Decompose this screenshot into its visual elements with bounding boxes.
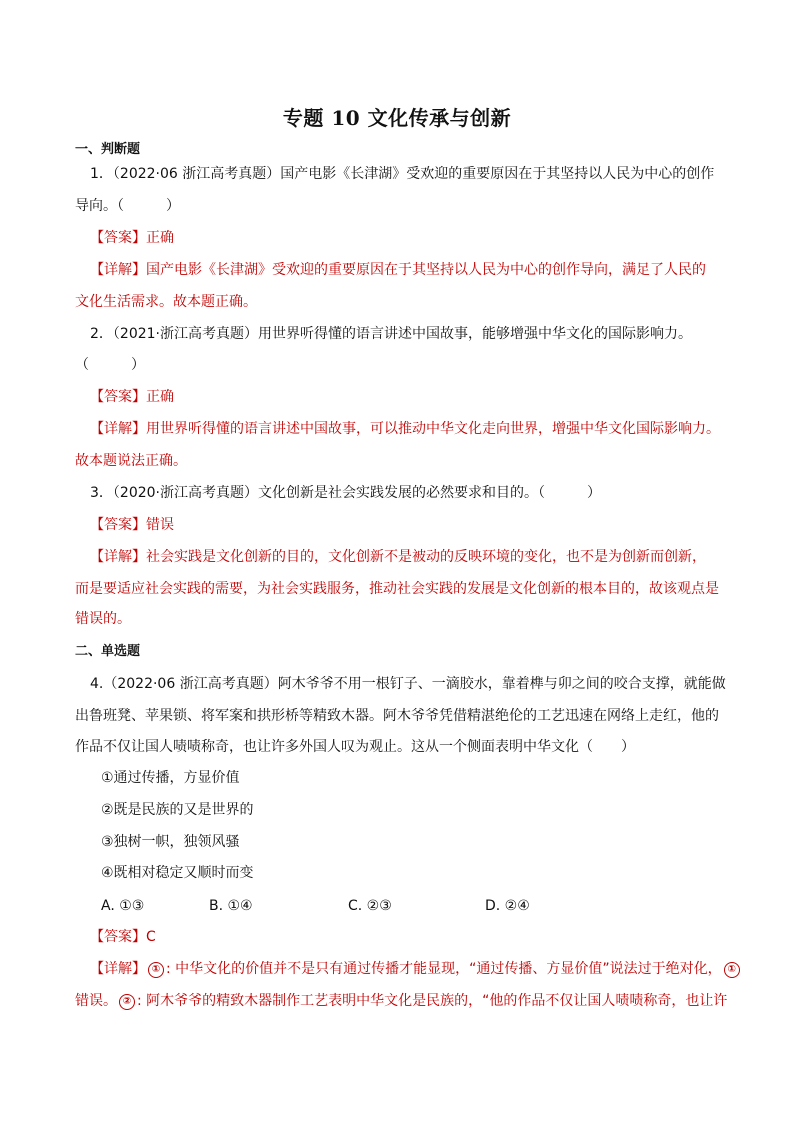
detail-tag: 【详解】 bbox=[90, 421, 146, 437]
answer-value: 正确 bbox=[146, 230, 174, 246]
detail-text: 错误。 bbox=[75, 993, 117, 1009]
answer-value: C bbox=[146, 929, 156, 945]
detail-text: : 阿木爷爷的精致木器制作工艺表明中华文化是民族的，“他的作品不仅让国人啧啧称奇，也让许 bbox=[137, 993, 728, 1009]
section-heading-judgement: 一、判断题 bbox=[75, 142, 141, 157]
question-1-line-2: 导向。（ ） bbox=[75, 198, 180, 214]
answer-tag: 【答案】 bbox=[90, 389, 146, 405]
detail-tag: 【详解】 bbox=[90, 961, 146, 977]
question-4-item-1: ①通过传播，方显价值 bbox=[101, 770, 240, 786]
answer-value: 错误 bbox=[146, 517, 174, 533]
question-4-item-3: ③独树一帜，独领风骚 bbox=[101, 834, 240, 850]
question-4-line-2: 出鲁班凳、苹果锁、将军案和拱形桥等精致木器。阿木爷爷凭借精湛绝伦的工艺迅速在网络上走红，他的 bbox=[75, 708, 719, 724]
question-4-detail-line-2 bbox=[75, 990, 728, 1012]
question-1-detail-line-1 bbox=[90, 259, 738, 281]
question-4-answer bbox=[90, 926, 738, 948]
question-1-detail-line-2: 文化生活需求。故本题正确。 bbox=[75, 294, 257, 310]
option-a: A. ①③ bbox=[101, 898, 145, 914]
question-3-detail-line-3: 错误的。 bbox=[75, 611, 131, 627]
question-2-answer bbox=[90, 386, 738, 408]
question-3-detail-line-2: 而是要适应社会实践的需要，为社会实践服务，推动社会实践的发展是文化创新的根本目的，故该观点是 bbox=[75, 581, 719, 597]
question-1-answer bbox=[90, 227, 738, 249]
answer-tag: 【答案】 bbox=[90, 929, 146, 945]
circled-number-2-icon: ② bbox=[119, 994, 135, 1010]
question-4-detail-line-1 bbox=[90, 958, 738, 980]
question-2-detail-line-2: 故本题说法正确。 bbox=[75, 453, 187, 469]
question-2-line-2: （ ） bbox=[75, 357, 145, 373]
detail-text: : 中华文化的价值并不是只有通过传播才能显现，“通过传播、方显价值”说法过于绝对化， bbox=[166, 961, 722, 977]
question-1-line-1: 1．（2022·06 浙江高考真题）国产电影《长津湖》受欢迎的重要原因在于其坚持以人民为中心的创作 bbox=[90, 166, 715, 182]
detail-text: 社会实践是文化创新的目的，文化创新不是被动的反映环境的变化，也不是为创新而创新， bbox=[146, 549, 706, 565]
circled-number-1-icon: ① bbox=[148, 962, 164, 978]
circled-number-1-icon: ① bbox=[724, 962, 740, 978]
question-2-line-1: 2．（2021·浙江高考真题）用世界听得懂的语言讲述中国故事，能够增强中华文化的国际影响力。 bbox=[90, 326, 692, 342]
detail-text: 国产电影《长津湖》受欢迎的重要原因在于其坚持以人民为中心的创作导向，满足了人民的 bbox=[146, 262, 706, 278]
question-3-answer bbox=[90, 514, 738, 536]
detail-tag: 【详解】 bbox=[90, 262, 146, 278]
question-3-line-1: 3．（2020·浙江高考真题）文化创新是社会实践发展的必然要求和目的。（ ） bbox=[90, 485, 601, 501]
option-c: C. ②③ bbox=[348, 898, 392, 914]
section-heading-single-choice: 二、单选题 bbox=[75, 644, 141, 659]
question-4-item-4: ④既相对稳定又顺时而变 bbox=[101, 865, 254, 881]
question-4-item-2: ②既是民族的又是世界的 bbox=[101, 802, 254, 818]
answer-tag: 【答案】 bbox=[90, 230, 146, 246]
option-b: B. ①④ bbox=[209, 898, 253, 914]
answer-value: 正确 bbox=[146, 389, 174, 405]
question-4-line-3: 作品不仅让国人啧啧称奇，也让许多外国人叹为观止。这从一个侧面表明中华文化（ ） bbox=[75, 739, 635, 755]
option-d: D. ②④ bbox=[485, 898, 530, 914]
question-2-detail-line-1 bbox=[90, 418, 738, 440]
page-title: 专题 10 文化传承与创新 bbox=[282, 106, 512, 130]
detail-text: 用世界听得懂的语言讲述中国故事，可以推动中华文化走向世界，增强中华文化国际影响力。 bbox=[146, 421, 720, 437]
answer-tag: 【答案】 bbox=[90, 517, 146, 533]
question-3-detail-line-1 bbox=[90, 546, 738, 568]
detail-tag: 【详解】 bbox=[90, 549, 146, 565]
question-4-line-1: 4.（2022·06 浙江高考真题）阿木爷爷不用一根钉子、一滴胶水，靠着榫与卯之间的咬合支撑，就能做 bbox=[90, 676, 726, 692]
